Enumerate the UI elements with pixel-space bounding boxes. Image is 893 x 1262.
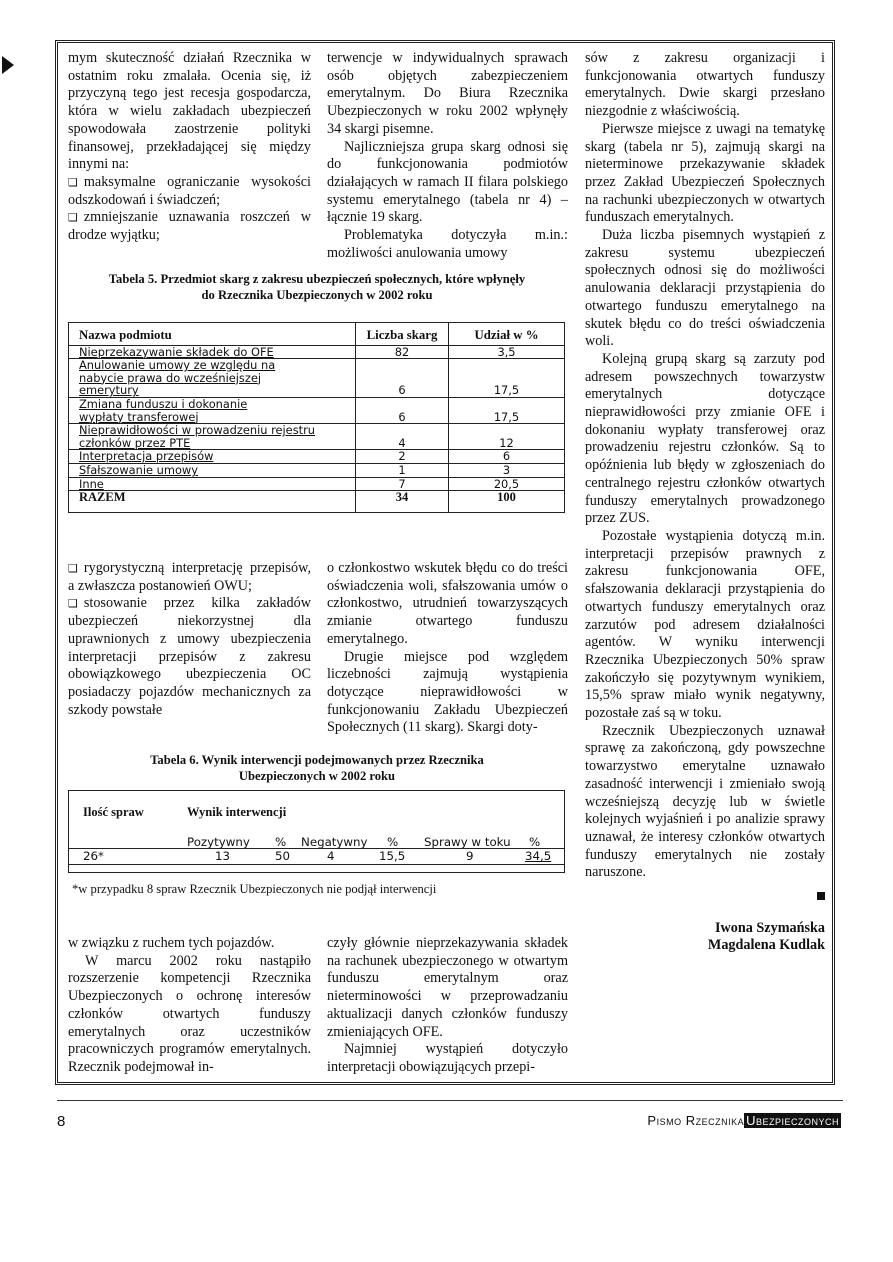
row-count: 6 xyxy=(356,359,449,398)
paragraph: Rzecznik Ubezpieczonych uznawał sprawę za zakończoną, gdy powszechne towarzystwo emerytalne uznawało zasadność interwencji i zmieniało swoją wcześniejszą decyzję lub w świetle kolejnych wyjaśnień i po analizie sprawy uznawał, że interesy członków otwartych funduszy emerytalnych nie zostały naruszone. xyxy=(585,722,825,881)
table-row xyxy=(69,424,565,450)
row-count: 1 xyxy=(356,463,449,477)
column-1-bottom xyxy=(68,935,311,1077)
total-share: 100 xyxy=(449,491,565,513)
total-count: 34 xyxy=(356,491,449,513)
value: 9 xyxy=(466,849,474,863)
table-row xyxy=(69,345,565,359)
bullet-item xyxy=(68,595,311,719)
table-6 xyxy=(68,790,565,873)
footer-rule xyxy=(57,1100,843,1101)
paragraph: Duża liczba pisemnych wystąpień z zakresu systemu ubezpieczeń społecznych odnosi się do możliwości anulowania deklaracji przystąpienia do otwartego funduszu emerytalnego na skutek błędu co do treści oświadczenia woli. xyxy=(585,227,825,350)
paragraph: Najliczniejsza grupa skarg odnosi się do funkcjonowania podmiotów działających w ramach II filara polskiego systemu emerytalnego (tabela nr 4) – łącznie 19 skarg. xyxy=(327,138,568,226)
caption-line: Ubezpieczonych w 2002 roku xyxy=(238,769,396,783)
table-6-footnote: *w przypadku 8 spraw Rzecznik Ubezpieczonych nie podjął interwencji xyxy=(72,882,437,896)
bullet-text: rygorystyczną interpretację przepisów, a zwłaszcza postanowień OWU; xyxy=(68,560,311,594)
paragraph: sów z zakresu organizacji i funkcjonowania otwartych funduszy emerytalnych. Dwie skargi przesłano niezgodnie z właściwością. xyxy=(585,50,825,120)
row-name: Interpretacja przepisów xyxy=(69,450,356,464)
row-share: 3 xyxy=(449,463,565,477)
paragraph: mym skuteczność działań Rzecznika w ostatnim roku zmalała. Ocenia się, iż przyczyną tego jest recesja gospodarcza, która w wielu zakładach ubezpieczeń spowodowała zaostrzenie polityki finansowej, przekładającej się między innymi na: xyxy=(68,50,311,173)
paragraph: o członkostwo wskutek błędu co do treści oświadczenia woli, sfałszowania umów o członkostwo, utrudnień towarzyszących zmianie otwartego funduszu emerytalnego. xyxy=(327,560,568,647)
table-header-row xyxy=(69,323,565,346)
row-name: Sfałszowanie umowy xyxy=(69,463,356,477)
row-share: 17,5 xyxy=(449,397,565,423)
bullet-text: maksymalne ograniczanie wysokości odszkodowań i świadczeń; xyxy=(68,173,311,208)
row-count: 82 xyxy=(356,345,449,359)
caption-line: do Rzecznika Ubezpieczonych w 2002 roku xyxy=(201,288,433,302)
value: 13 xyxy=(215,849,231,863)
row-count: 4 xyxy=(356,424,449,450)
header-cases: Ilość spraw xyxy=(83,805,144,819)
sub-header: Negatywny xyxy=(301,835,368,849)
bullet-item xyxy=(68,560,311,595)
row-name: Inne xyxy=(69,477,356,491)
table-5-caption xyxy=(62,271,572,303)
bullet-item xyxy=(68,209,311,244)
author: Iwona Szymańska xyxy=(715,919,825,936)
row-share: 12 xyxy=(449,424,565,450)
row-name: Nieprzekazywanie składek do OFE xyxy=(69,345,356,359)
header-count: Liczba skarg xyxy=(356,323,449,346)
value: 15,5 xyxy=(379,849,406,863)
header-result: Wynik interwencji xyxy=(187,805,287,819)
paragraph: w związku z ruchem tych pojazdów. xyxy=(68,935,275,951)
paragraph: Problematyka dotyczyła m.in.: możliwości anulowania umowy xyxy=(327,227,568,261)
column-2-mid xyxy=(327,560,568,737)
paragraph: terwencje w indywidualnych sprawach osób objętych zabezpieczeniem emerytalnym. Do Biura Rzecznika Ubezpieczonych w roku 2002 wpłynęły 34 skargi pisemne. xyxy=(327,50,568,137)
row-share: 3,5 xyxy=(449,345,565,359)
paragraph: Pierwsze miejsce z uwagi na tematykę skarg (tabela nr 5), zajmują skargi na nieterminowe przekazywanie składek przez Zakład Ubezpieczeń Społecznych na rachunki ubezpieczonych w otwartych funduszach emerytalnych. xyxy=(585,120,825,226)
sub-header: % xyxy=(529,835,541,849)
cases-value: 26* xyxy=(83,849,104,863)
table-6-caption xyxy=(62,752,572,784)
journal-title-highlight: Ubezpieczonych xyxy=(746,1113,839,1128)
caption-line: Tabela 6. Wynik interwencji podejmowanych przez Rzecznika xyxy=(150,753,484,767)
row-name-text: Anulowanie umowy ze względu na nabycie prawa do wcześniejszej emerytury xyxy=(79,358,276,398)
journal-title xyxy=(647,1113,841,1128)
table-total-row xyxy=(69,491,565,513)
sub-header: % xyxy=(275,835,287,849)
paragraph: Drugie miejsce pod względem liczebności zajmują wystąpienia dotyczące nieprawidłowości w funkcjonowaniu Zakładu Ubezpieczeń Społecznych (11 skarg). Skargi doty- xyxy=(327,648,568,736)
table-5 xyxy=(68,322,565,513)
table-row xyxy=(69,397,565,423)
bullet-item xyxy=(68,174,311,209)
end-square-icon xyxy=(817,892,825,900)
header-name: Nazwa podmiotu xyxy=(69,323,356,346)
table-row xyxy=(69,359,565,398)
row-count: 6 xyxy=(356,397,449,423)
paragraph: czyły głównie nieprzekazywania składek na rachunek ubezpieczonego w otwartym funduszu emerytalnym oraz nieterminowości w przeprowadzaniu aktualizacji danych członków funduszy zmieniających OFE. xyxy=(327,935,568,1040)
table-divider xyxy=(69,864,564,865)
row-share: 17,5 xyxy=(449,359,565,398)
bullet-text: stosowanie przez kilka zakładów ubezpieczeń niekorzystnej dla uprawnionych z umowy ubezpieczenia interpretacji przepisów z zakresu obowiązkowego ubezpieczenia OC posiadaczy pojazdów mechanicznych za szkody powstałe xyxy=(68,595,311,718)
caption-line: Tabela 5. Przedmiot skarg z zakresu ubezpieczeń społecznych, które wpłynęły xyxy=(108,272,526,286)
row-name-text: Zmiana funduszu i dokonanie wypłaty transferowej xyxy=(79,396,248,424)
page-marker-arrow xyxy=(2,56,14,74)
column-1-mid xyxy=(68,560,311,719)
column-2-bottom xyxy=(327,935,568,1077)
row-count: 2 xyxy=(356,450,449,464)
end-mark xyxy=(585,888,825,906)
column-1-top xyxy=(68,50,311,245)
sub-header: Sprawy w toku xyxy=(424,835,511,849)
sub-header: Pozytywny xyxy=(187,835,250,849)
row-share: 20,5 xyxy=(449,477,565,491)
value: 4 xyxy=(327,849,335,863)
row-name xyxy=(69,424,356,450)
row-name xyxy=(69,397,356,423)
table-row xyxy=(69,450,565,464)
table-row xyxy=(69,477,565,491)
journal-title-plain: Pismo Rzecznika xyxy=(647,1113,745,1128)
row-share: 6 xyxy=(449,450,565,464)
row-name xyxy=(69,359,356,398)
column-3 xyxy=(585,50,825,955)
author: Magdalena Kudlak xyxy=(707,937,825,954)
total-label: RAZEM xyxy=(69,491,356,513)
value: 50 xyxy=(275,849,291,863)
column-2-top xyxy=(327,50,568,262)
sub-header: % xyxy=(387,835,399,849)
row-count: 7 xyxy=(356,477,449,491)
row-name-text: Nieprawidłowości w prowadzeniu rejestru członków przez PTE xyxy=(79,423,315,450)
table-divider xyxy=(69,848,564,849)
bullet-text: zmniejszanie uznawania roszczeń w drodze wyjątku; xyxy=(68,209,311,244)
header-share: Udział w % xyxy=(449,323,565,346)
table-row xyxy=(69,463,565,477)
page-number: 8 xyxy=(57,1113,66,1130)
paragraph: Najmniej wystąpień dotyczyło interpretacji obowiązujących przepi- xyxy=(327,1041,568,1075)
paragraph: Pozostałe wystąpienia dotyczą m.in. interpretacji przepisów prawnych z zakresu funkcjonowania OFE, sfałszowania deklaracji przystąpienia do otwartych funduszy emerytalnych oraz zarzutów pod adresem działalności agentów. W wyniku interwencji Rzecznika Ubezpieczonych 50% spraw zakończyło się pozytywnym wynikiem, 15,5% spraw miało wynik negatywny, pozostałe zaś są w toku. xyxy=(585,527,825,722)
paragraph: Kolejną grupą skarg są zarzuty pod adresem powszechnych towarzystw emerytalnych dotyczące nieprawidłowości przy zmianie OFE i dokonaniu wypłaty transferowej oraz prowadzeniu rejestru członków. Są to opóźnienia lub błędy w zgłoszeniach do centralnego rejestru członków otwartych funduszy emerytalnych prowadzonego przez ZUS. xyxy=(585,350,825,527)
paragraph: W marcu 2002 roku nastąpiło rozszerzenie kompetencji Rzecznika Ubezpieczonych o ochronę interesów członków otwartych funduszy emerytalnych oraz uczestników pracowniczych programów emerytalnych. Rzecznik podejmował in- xyxy=(68,952,311,1075)
value: 34,5 xyxy=(525,849,552,863)
